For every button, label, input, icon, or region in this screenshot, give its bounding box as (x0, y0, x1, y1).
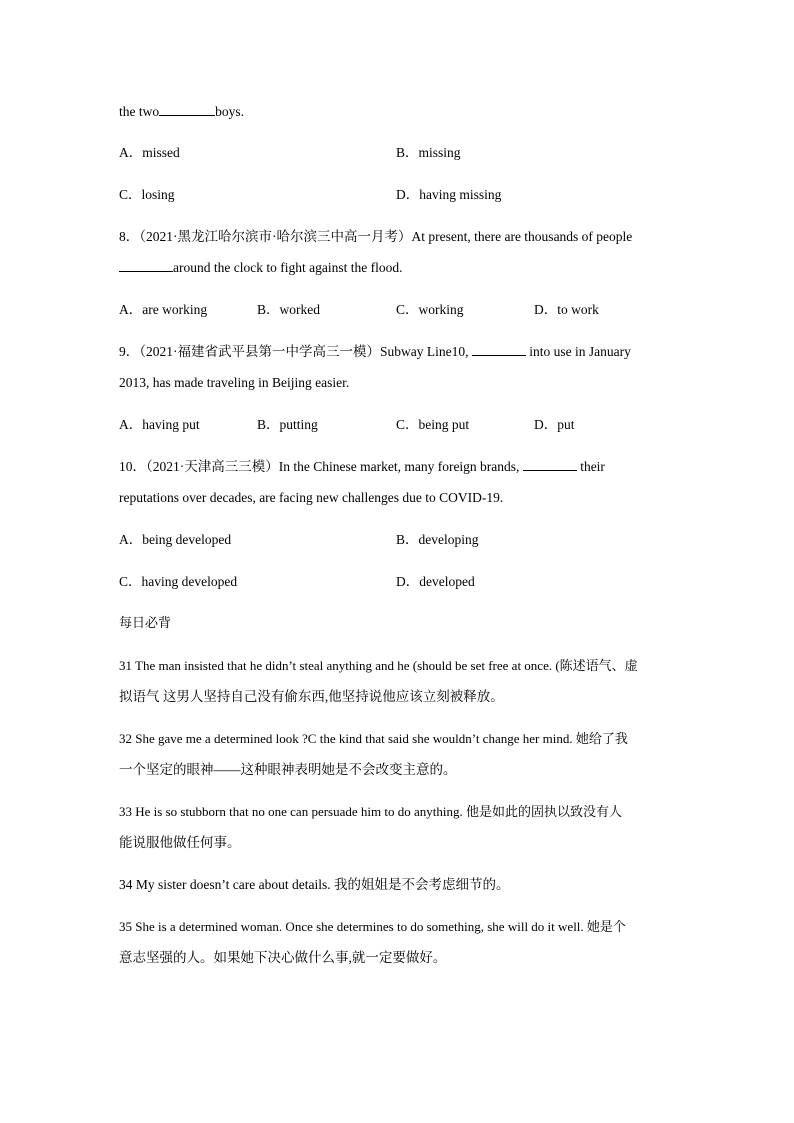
q7-option-c: C．losing (119, 187, 175, 202)
sentence-31-line2: 拟语气 这男人坚持自己没有偷东西,他坚持说他应该立刻被释放。 (119, 689, 504, 704)
sentence-32-line1: 32 She gave me a determined look ?C the kind that said she wouldn’t change her mind. 她给了我 (119, 731, 628, 746)
q9-stem-line2: 2013, has made traveling in Beijing easier. (119, 375, 350, 390)
q8-stem-line1: 8．（2021·黑龙江哈尔滨市·哈尔滨三中高一月考）At present, there are thousands of people (119, 229, 633, 244)
q7-text-post: boys. (215, 104, 245, 119)
sentence-35-line1: 35 She is a determined woman. Once she determines to do something, she will do it well. 她是个 (119, 919, 626, 934)
sentence-31-line1: 31 The man insisted that he didn’t steal anything and he (should be set free at once. (陈述语气、虚 (119, 658, 638, 673)
answer-blank (159, 103, 215, 116)
sentence-32-line2: 一个坚定的眼神——这种眼神表明她是不会改变主意的。 (119, 762, 457, 777)
q8-text-post: around the clock to fight against the flood. (173, 260, 403, 275)
answer-blank (523, 458, 577, 471)
q7-option-d: D．having missing (396, 187, 502, 202)
q10-stem-line2: reputations over decades, are facing new challenges due to COVID-19. (119, 490, 504, 505)
q9-option-b: B．putting (257, 417, 318, 432)
q7-option-a: A．missed (119, 145, 180, 160)
q8-option-c: C．working (396, 302, 464, 317)
daily-heading: 每日必背 (119, 616, 172, 631)
q8-option-a: A．are working (119, 302, 208, 317)
q8-stem-line2 (119, 259, 402, 277)
answer-blank (119, 259, 173, 272)
q9-option-a: A．having put (119, 417, 200, 432)
q8-option-d: D．to work (534, 302, 599, 317)
q10-option-d: D．developed (396, 574, 475, 589)
sentence-35-line2: 意志坚强的人。如果她下决心做什么事,就一定要做好。 (119, 950, 447, 965)
q9-stem-line1 (119, 343, 631, 361)
sentence-34-line1: 34 My sister doesn’t care about details. 我的姐姐是不会考虑细节的。 (119, 877, 510, 892)
q7-continuation (119, 103, 244, 121)
sentence-33-line1: 33 He is so stubborn that no one can persuade him to do anything. 他是如此的固执以致没有人 (119, 804, 622, 819)
q7-option-b: B．missing (396, 145, 461, 160)
q10-option-a: A．being developed (119, 532, 232, 547)
q9-text-pre: 9．（2021·福建省武平县第一中学高三一模）Subway Line10, (119, 344, 469, 359)
q10-stem-line1 (119, 458, 605, 476)
q10-text-post: their (580, 459, 605, 474)
q9-text-post: into use in January (529, 344, 631, 359)
sentence-33-line2: 能说服他做任何事。 (119, 835, 241, 850)
q8-option-b: B．worked (257, 302, 320, 317)
q9-option-d: D．put (534, 417, 575, 432)
q10-option-c: C．having developed (119, 574, 238, 589)
q10-option-b: B．developing (396, 532, 479, 547)
q10-text-pre: 10．（2021·天津高三三模）In the Chinese market, many foreign brands, (119, 459, 520, 474)
answer-blank (472, 343, 526, 356)
q7-text-pre: the two (119, 104, 160, 119)
q9-option-c: C．being put (396, 417, 470, 432)
